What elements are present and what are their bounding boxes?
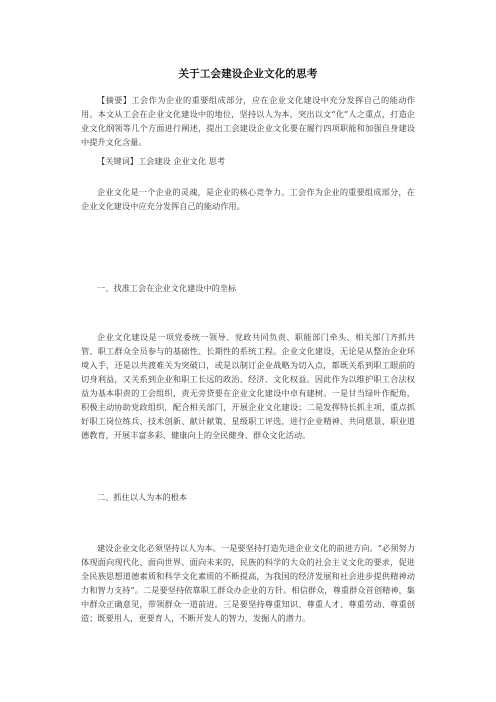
section-1-heading: 一、找准工会在企业文化建设中的坐标 [97, 283, 237, 293]
keywords-line: 【关键词】工会建设 企业文化 思考 [97, 156, 226, 166]
section-2-heading: 二、抓住以人为本的根本 [97, 492, 188, 502]
section-2-paragraph: 建设企业文化必须坚持以人为本。一是要坚持打造先进企业文化的前进方向。“必须努力体现面向现代化、面向世界、面向未来的，民族的科学的大众的社会主义文化的要求，促进全民族思想道德素质和科学文化素质的不断提高，为我国的经济发展和社会进步提供精神动力和智力支持”。二是要坚持依靠职工群众办企业的方针。相信群众，尊重群众首创精神，集中群众正确意见，带领群众一道前进。三是要坚持尊重知识、尊重人才、尊重劳动、尊重创造；既要用人，更要育人，不断开发人的智力，发掘人的潜力。 [81, 543, 415, 623]
abstract-paragraph: 【摘要】工会作为企业的重要组成部分，应在企业文化建设中充分发挥自己的能动作用。本文从工会在企业文化建设中的地位，坚持以人为本，突出以文“化”人之重点，打造企业文化纲领等几个方面进行阐述，提出工会建设企业文化要在履行四项职能和加强自身建设中提升文化含量。 [81, 95, 415, 147]
document-title: 关于工会建设企业文化的思考 [178, 68, 318, 80]
intro-paragraph: 企业文化是一个企业的灵魂，是企业的核心竞争力。工会作为企业的重要组成部分，在企业文化建设中应充分发挥自己的能动作用。 [81, 187, 415, 211]
section-1-paragraph: 企业文化建设是一项党委统一领导、党政共同负责、职能部门牵头、相关部门齐抓共管、职工群众全员参与的基础性、长期性的系统工程。企业文化建设，无论是从整治企业环境入手，还是以共渡难关为突破口，或是以制订企业战略为切入点，都既关系到职工眼前的切身利益，又关系到企业和职工长远的政治、经济、文化权益。因此作为以维护职工合法权益为基本职责的工会组织，责无旁贷要在企业文化建设中卓有建树。一是甘当绿叶作配角，积极主动协助党政组织，配合相关部门，开展企业文化建设；二是发挥特长抓主项，重点抓好职工岗位练兵、技术创新、献计献策、星级职工评选，进行企业精神、共同愿景、职业道德教育，开展丰富多彩、健康向上的全民健身、群众文化活动。 [81, 332, 415, 440]
